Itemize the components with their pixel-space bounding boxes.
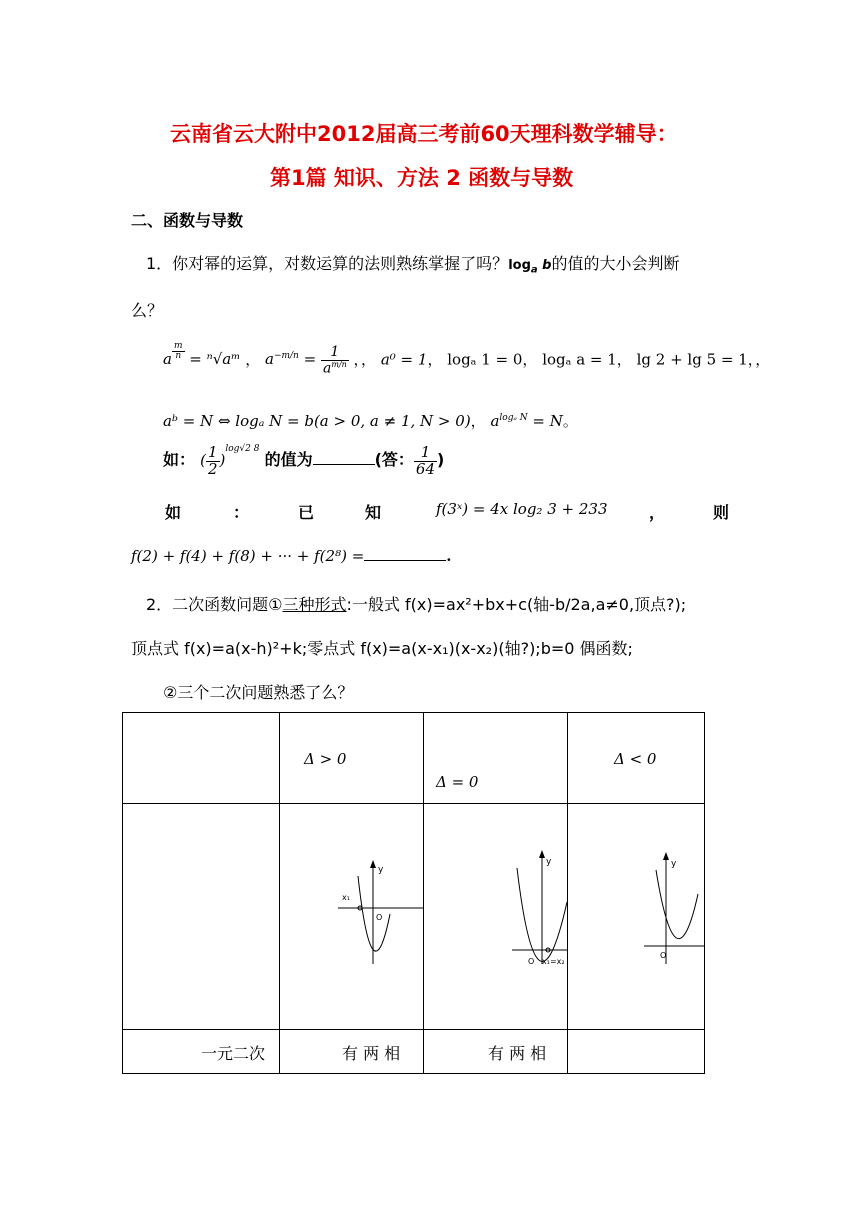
table-head-delta-neg: Δ < 0 [568,713,705,804]
document-title-line1: 云南省云大附中2012届高三考前60天理科数学辅导： [170,122,678,146]
section-title: 二、函数与导数 [131,211,244,230]
three-forms-link: 三种形式 [282,595,347,614]
table-cell-two-roots: 有 两 相 [280,1030,424,1074]
example-2-word-3: 已 [298,503,315,522]
table-cell-no-roots [568,1030,705,1074]
formula-log-a-a: logₐ a = 1 [542,350,617,369]
answer-blank-1 [313,464,375,465]
log-a-b: $\log_a b$ [508,258,552,276]
svg-text:O: O [660,951,667,960]
svg-text:x₁: x₁ [342,893,350,902]
example-2-word-6: 则 [713,503,730,522]
svg-text:O: O [528,957,535,966]
q2-line3: ②三个二次问题熟悉了么？ [163,683,354,702]
formula-log-def: aᵇ = N ⇔ logₐ N = b(a > 0, a ≠ 1, N > 0) [163,412,471,430]
svg-text:y: y [546,857,552,867]
q1-line1 [146,251,680,276]
formula-row-1: a $^{\frac{m}{n}}$ = ⁿ√aᵐ ， $a^{-m/n}$ = $\frac{1}{a^{m/n}}$ ，， a⁰ = 1， logₐ 1 = 0， logₐ a = 1， lg 2 + lg 5 = 1，， [163,341,771,377]
table-head-empty [123,713,280,804]
example-2-formula: f(3ˣ) = 4x log₂ 3 + 233 [436,500,608,518]
formula-log-one: logₐ 1 = 0 [447,350,523,369]
example-2-word-4: 知 [365,503,382,522]
formula-lg: lg 2 + lg 5 = 1 [636,350,748,369]
table-head-delta-pos: Δ > 0 [280,713,424,804]
table-head-delta-zero: Δ = 0 [424,713,568,804]
parabola-no-roots-graph [568,804,704,1030]
example-2-line-2: f(2) + f(4) + f(8) + ··· + f(2⁸) = . [131,547,452,565]
parabola-double-root-graph [424,804,567,1030]
quadratic-table [122,712,705,1074]
example-2-word-1: 如 [165,503,182,522]
q1-text-a: 1．你对幂的运算，对数运算的法则熟练掌握了吗？ [146,254,509,273]
q2-line2: 顶点式 f(x)=a(x-h)²+k;零点式 f(x)=a(x-x₁)(x-x₂)(轴?);b=0 偶函数; [131,639,633,658]
q1-line2: 么？ [131,301,164,320]
svg-text:y: y [378,865,384,875]
formula-neg-frac-power: $a^{-m/n}$ = $\frac{1}{a^{m/n}}$ [264,343,347,377]
formula-a-zero: a⁰ = 1 [380,350,428,369]
svg-text:y: y [671,859,677,869]
formula-row-2: aᵇ = N ⇔ logₐ N = b(a > 0, a ≠ 1, N > 0)， $a^{log_a N} = N$。 [163,412,578,430]
formula-frac-power: a $^{\frac{m}{n}}$ = ⁿ√aᵐ [163,341,241,369]
graph-cell-delta-neg [568,804,705,1030]
q2-line1: 2．二次函数问题①三种形式:一般式 f(x)=ax²+bx+c(轴-b/2a,a≠0,顶点?); [146,595,687,614]
parabola-two-roots-graph [280,804,423,1030]
svg-text:x₁=x₂: x₁=x₂ [542,957,565,966]
graph-cell-delta-zero [424,804,568,1030]
table-cell-double-root: 有 两 相 [424,1030,568,1074]
table-row-equation-label: 一元二次 [123,1030,280,1074]
table-row-graph-label [123,804,280,1030]
q1-text-b: 的值的大小会判断 [551,254,680,273]
formula-log-identity: $a^{log_a N} = N$ [490,412,563,430]
graph-cell-delta-pos [280,804,424,1030]
answer-blank-2 [364,560,446,561]
document-title-line2: 第1篇 知识、方法 2 函数与导数 [270,166,574,190]
example-2-word-5: ， [649,503,666,522]
svg-text:O: O [376,913,383,922]
example-1: 如： ( $\frac{1}{2}$ )$^{log√2 8}$ 的值为 (答： $\frac{1}{64}$ ) [163,442,445,478]
example-2-word-2: ： [233,503,250,522]
